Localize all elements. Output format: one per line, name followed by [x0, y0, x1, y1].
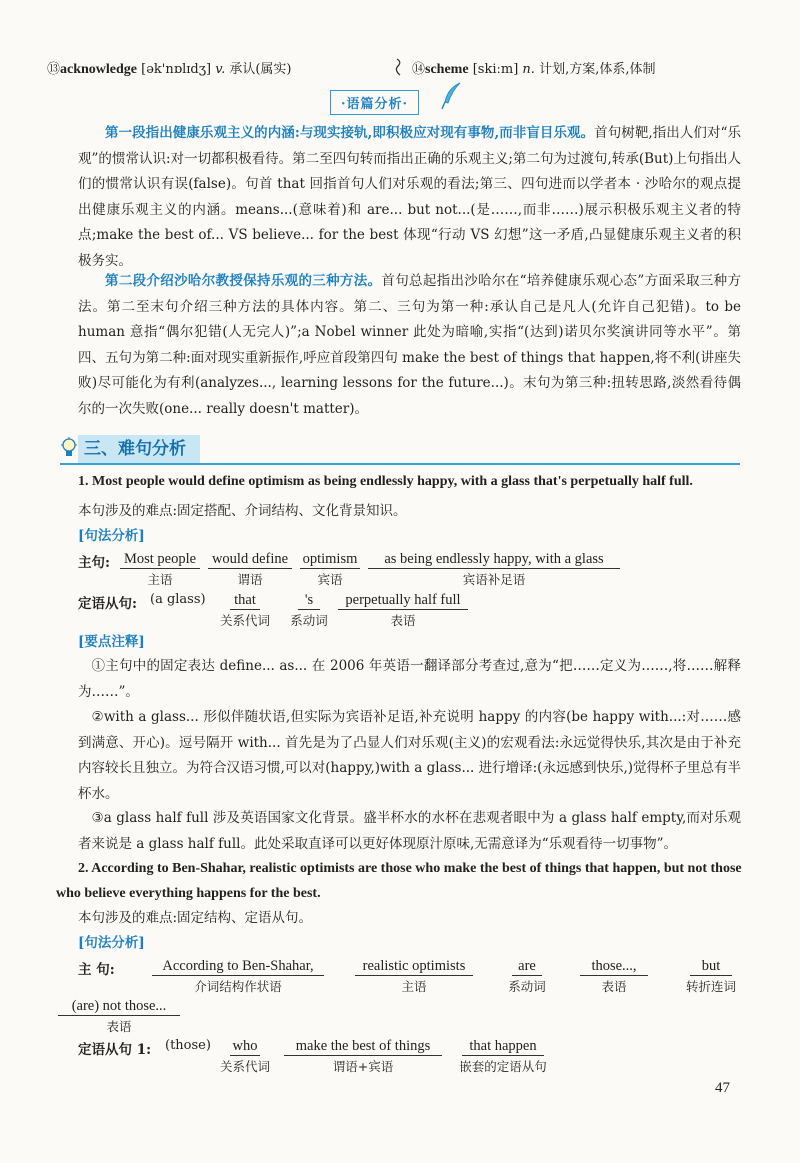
paragraph-analysis-1	[78, 121, 741, 274]
linking-verb: 's	[298, 591, 320, 610]
role-label: 系动词	[290, 613, 328, 628]
note-1: ①主句中的固定表达 define... as... 在 2006 年英语一翻译部分考查过,意为“把……定义为……,将……解释为……”。	[78, 658, 741, 700]
vocab-number: ⑬	[47, 62, 61, 77]
vocab-pos: n.	[522, 62, 535, 77]
linking-verb: are	[512, 957, 542, 976]
role-label: 谓语	[237, 572, 263, 587]
nested-clause: that happen	[462, 1037, 544, 1056]
main-predicate: would define	[208, 550, 292, 569]
vocab-number: ⑭	[412, 62, 426, 77]
syntax-analysis-label: [句法分析]	[78, 528, 145, 544]
predicative-2: (are) not those...	[58, 997, 180, 1016]
main-clause-label: 主句:	[78, 555, 110, 571]
attributive-antecedent: (a glass)	[150, 592, 206, 607]
relative-pronoun: who	[230, 1037, 260, 1056]
vocab-phonetic: [ək'nɒlɪdʒ]	[141, 62, 212, 77]
paragraph-1-summary: 第一段指出健康乐观主义的内涵:与现实接轨,即积极应对现有事物,而非盲目乐观。	[105, 125, 595, 141]
sentence-1-difficulty: 本句涉及的难点:固定搭配、介词结构、文化背景知识。	[78, 503, 407, 519]
page-number: 47	[715, 1080, 730, 1096]
section-title: 三、难句分析	[78, 435, 200, 463]
note-2: ②with a glass... 形似伴随状语,但实际为宾语补足语,补充说明 happy 的内容(be happy with...:对……感到满意、开心)。逗号隔开 with... 首先是为了凸显人们对乐观(主义)的宏观看法:永远觉得快乐,其次是由于补充内容较长且独立。为符合汉语习惯,可以对(happy,)with a glass... 进行增译:(永远感到快乐,)觉得杯子里总有半杯水。	[78, 709, 742, 802]
role-label: 系动词	[508, 979, 546, 994]
role-label: 主语	[147, 572, 173, 587]
note-3: ③a glass half full 涉及英语国家文化背景。盛半杯水的水杯在悲观者眼中为 a glass half empty,而对乐观者来说是 a glass half full。此处采取直译可以更好体现原汁原味,无需意译为“乐观看待一切事物”。	[78, 810, 741, 852]
vocab-word: acknowledge	[60, 62, 138, 77]
predicative: perpetually half full	[338, 591, 468, 610]
role-label: 介词结构作状语	[194, 979, 282, 994]
role-label: 表语	[601, 979, 627, 994]
main-subject: Most people	[120, 550, 200, 569]
key-notes-label: [要点注释]	[78, 634, 145, 650]
paragraph-1-detail: 首句树靶,指出人们对“乐观”的惯常认识:对一切都积极看待。第二至四句转而指出正确的乐观主义;第二句为过渡句,转承(But)上句指出人们的惯常认识有误(false)。句首 that 回指首句人们对乐观的看法;第三、四句进而以学者本 · 沙哈尔的观点提出健康乐观主义的内涵。means...(意味着)和 are... but not...(是……,而非……)展示积极乐观主义者的特点;make the best of... VS believe... for the best 体现“行动 VS 幻想”这一矛盾,凸显健康乐观主义者的积极务实。	[78, 125, 741, 269]
vocab-phonetic: [skiːm]	[472, 62, 519, 77]
role-label: 表语	[390, 613, 416, 628]
paragraph-2-detail: 首句总起指出沙哈尔在“培养健康乐观心态”方面采取三种方法。第二至末句介绍三种方法的具体内容。第二、三句为第一种:承认自己是凡人(允许自己犯错)。to be human 意指“偶尔犯错(人无完人)”;a Nobel winner 此处为暗喻,实指“(达到)诺贝尔奖演讲同等水平”。第四、五句为第二种:面对现实重新振作,呼应首段第四句 make the best of things that happen,将不利(讲座失败)尽可能化为有利(analyzes..., learning lessons for the future...)。末句为第三种:扭转思路,淡然看待偶尔的一次失败(one... really doesn't matter)。	[78, 273, 741, 417]
attributive-clause-label: 定语从句 1:	[78, 1042, 152, 1058]
role-label: 宾语	[317, 572, 343, 587]
quill-pen-icon	[440, 82, 462, 110]
vocab-entry-acknowledge	[47, 58, 292, 78]
role-label: 嵌套的定语从句	[459, 1059, 547, 1074]
attributive-clause-label: 定语从句:	[78, 596, 137, 612]
vocab-meaning: 承认(属实)	[229, 62, 292, 77]
role-label: 关系代词	[219, 1059, 270, 1074]
role-label: 谓语+宾语	[332, 1059, 394, 1074]
lightbulb-icon	[60, 437, 78, 459]
vocab-meaning: 计划,方案,体系,体制	[539, 62, 656, 77]
adverbial-phrase: According to Ben-Shahar,	[152, 957, 324, 976]
sentence-2-difficulty: 本句涉及的难点:固定结构、定语从句。	[78, 910, 313, 926]
paragraph-analysis-2	[78, 269, 741, 422]
difficult-sentences-header	[60, 435, 740, 465]
vocab-word: scheme	[425, 62, 469, 77]
subject: realistic optimists	[355, 957, 473, 976]
predicative: those...,	[580, 957, 648, 976]
attributive-antecedent: (those)	[165, 1038, 211, 1053]
main-object: optimism	[300, 550, 360, 569]
discourse-analysis-heading: ·语篇分析·	[330, 90, 419, 115]
role-label: 关系代词	[219, 613, 270, 628]
relative-pronoun: that	[230, 591, 260, 610]
main-object-complement: as being endlessly happy, with a glass	[368, 550, 620, 569]
vocab-pos: v.	[215, 62, 226, 77]
main-clause-label: 主 句:	[78, 962, 115, 978]
syntax-analysis-label: [句法分析]	[78, 935, 145, 951]
predicate-object: make the best of things	[284, 1037, 442, 1056]
vocab-entry-scheme	[412, 58, 655, 78]
paragraph-2-summary: 第二段介绍沙哈尔教授保持乐观的三种方法。	[105, 273, 382, 289]
role-label: 主语	[401, 979, 427, 994]
role-label: 宾语补足语	[462, 572, 526, 587]
sentence-2: 2. According to Ben-Shahar, realistic optimists are those who make the best of things that happen, but not those who believe everything happens for the best.	[56, 861, 742, 901]
sentence-1: 1. Most people would define optimism as being endlessly happy, with a glass that's perpetually half full.	[78, 474, 693, 489]
role-label: 表语	[106, 1019, 132, 1034]
conjunction: but	[690, 957, 732, 976]
page-divider-icon	[393, 58, 405, 76]
role-label: 转折连词	[685, 979, 736, 994]
